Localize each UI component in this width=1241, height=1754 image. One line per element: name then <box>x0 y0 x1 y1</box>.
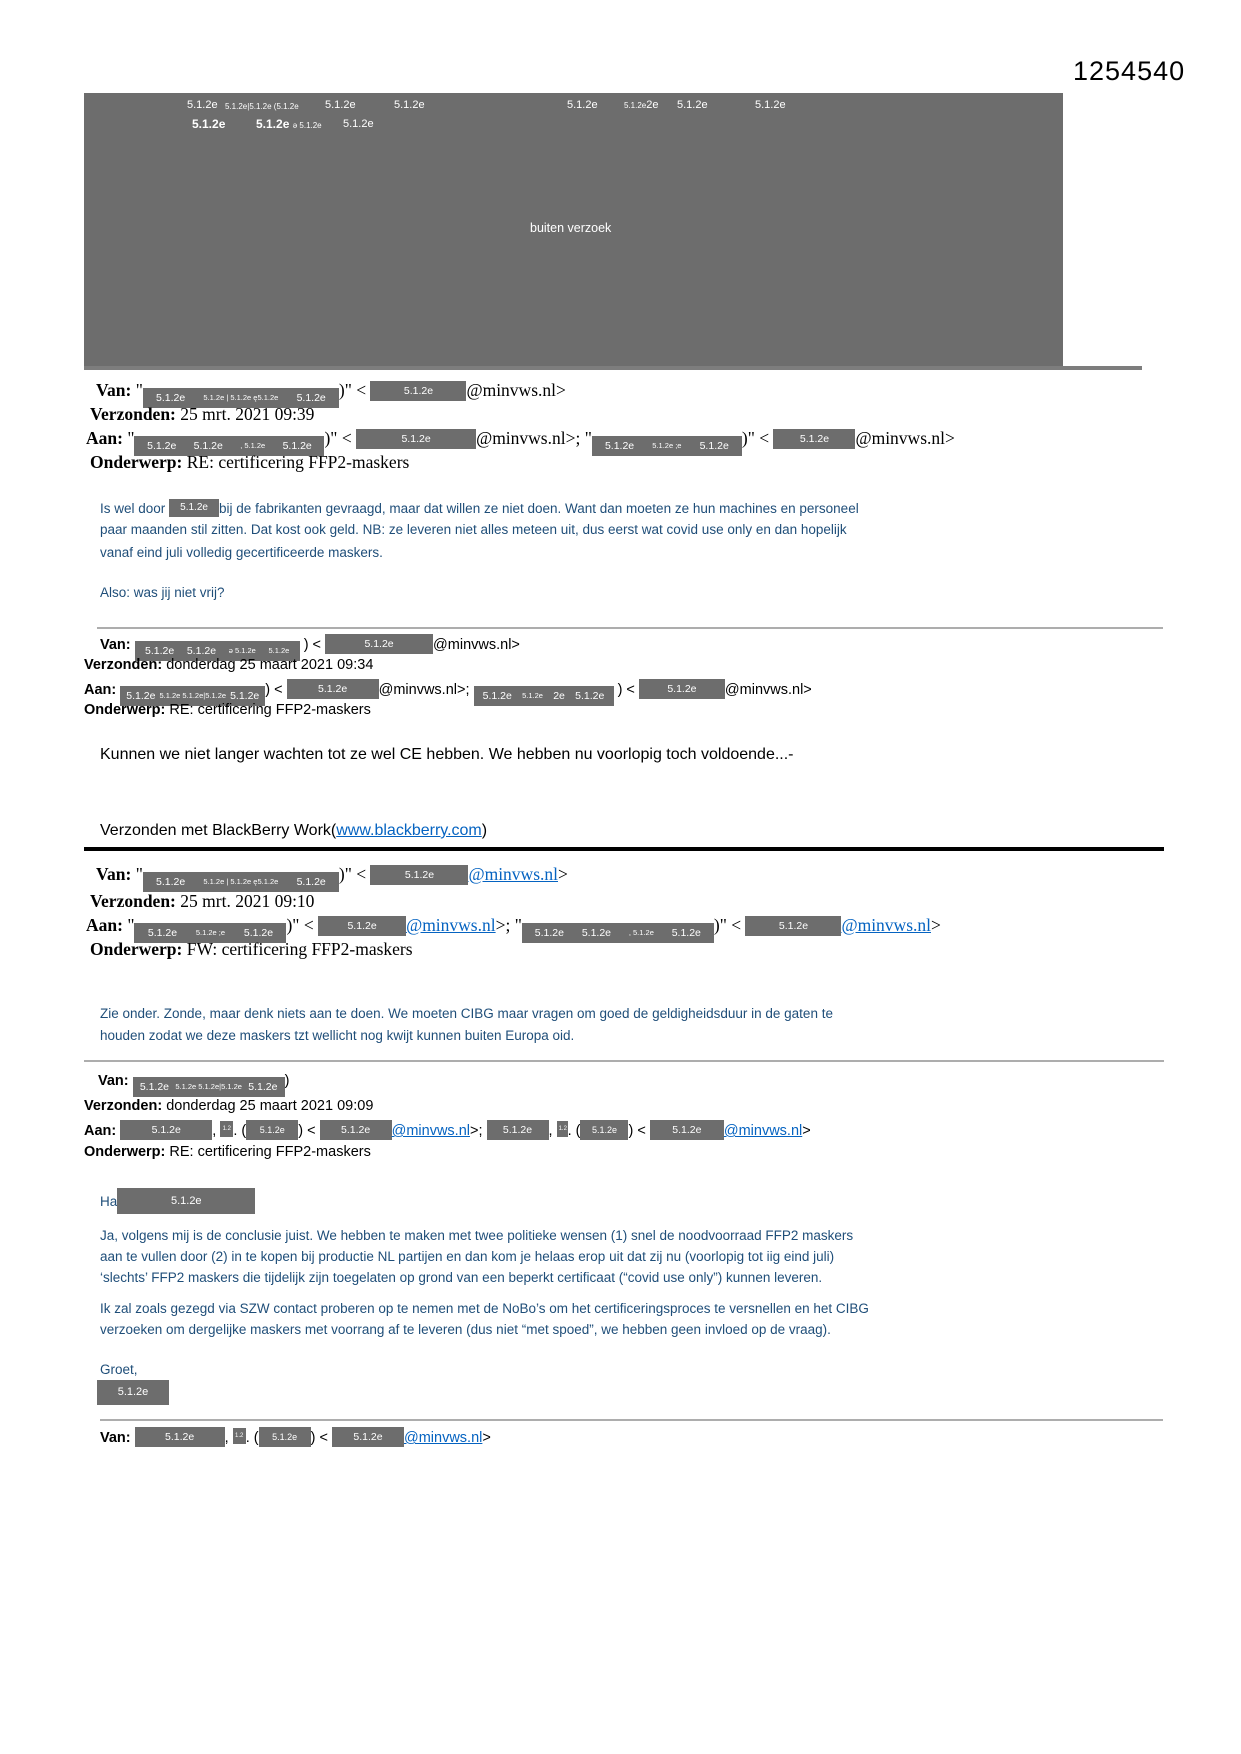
redaction-text: 5.1.2e <box>604 440 635 452</box>
section-divider <box>97 627 1163 629</box>
punctuation: ( <box>253 1430 259 1446</box>
punctuation: < <box>637 1123 646 1139</box>
punctuation: . <box>233 1123 238 1139</box>
redaction-label: 5.1.2e <box>343 118 374 130</box>
punctuation: " <box>584 428 592 448</box>
subject-text: RE: certificering FFP2-maskers <box>169 702 371 718</box>
redaction-text: 5.1.2e ;e <box>195 928 226 937</box>
redaction-text: 5.1.2e | 5.1.2e ę5.1.2e <box>203 393 279 402</box>
redaction-box: 5.1.2e <box>135 1427 225 1447</box>
redaction-label: 5.1.2e <box>187 99 218 111</box>
email4-verzonden-line <box>84 1098 373 1114</box>
redaction-text: 5.1.2e <box>186 645 217 657</box>
punctuation: ) < <box>265 682 283 698</box>
punctuation: ) <box>298 1123 304 1139</box>
redaction-label: 5.1.2e|5.1.2e (5.1.2e <box>225 102 299 111</box>
punctuation: ) <box>628 1123 634 1139</box>
punctuation: " <box>135 864 143 884</box>
punctuation: > <box>802 1123 811 1139</box>
redaction-text: 5.1.2e <box>282 440 312 452</box>
punctuation: ) <box>284 1073 290 1089</box>
redaction-box <box>143 872 339 892</box>
onderwerp-label: Onderwerp: <box>90 939 183 959</box>
section-divider <box>100 1419 1163 1421</box>
redaction-box: 5.1.2e <box>325 634 433 654</box>
onderwerp-label: Onderwerp: <box>84 702 166 718</box>
redaction-label: 2e <box>646 99 659 111</box>
redaction-box: 5.1.2e <box>117 1188 255 1214</box>
van-label: Van: <box>100 1430 131 1446</box>
aan-label: Aan: <box>86 428 123 448</box>
redaction-text: 5.1.2e <box>193 440 223 452</box>
redaction-label <box>624 99 659 111</box>
email1-body-question: Also: was jij niet vrij? <box>100 585 225 600</box>
redaction-text: 5.1.2e | 5.1.2e ę5.1.2e <box>203 877 279 886</box>
email4-closing: Groet, <box>100 1362 138 1377</box>
redaction-text: 5.1.2e <box>230 690 260 702</box>
verzonden-label: Verzonden: <box>90 404 176 424</box>
redaction-text: , 5.1.2e <box>628 928 654 937</box>
recipient-domain: @minvws.nl>; <box>476 428 581 448</box>
punctuation: )" < <box>324 428 352 448</box>
email4-greeting-line <box>100 1188 255 1214</box>
punctuation: ) <box>481 822 488 839</box>
redaction-text: 5.1.2e <box>147 440 177 452</box>
redaction-label: 5.1.2e <box>192 117 226 131</box>
redaction-label <box>256 117 322 131</box>
punctuation: " <box>127 428 135 448</box>
redaction-text: 5.1.2e <box>296 876 326 888</box>
banner-bottom-edge <box>84 366 1142 370</box>
van-label: Van: <box>98 1073 129 1089</box>
sender-domain: @minvws.nl> <box>433 637 520 653</box>
redaction-box: 5.1.2e <box>745 916 841 936</box>
sent-datetime: donderdag 25 maart 2021 09:34 <box>166 657 374 673</box>
aan-label: Aan: <box>84 682 117 698</box>
redaction-text: 2e <box>553 690 565 702</box>
blackberry-signature <box>100 822 487 840</box>
punctuation: ( <box>241 1123 247 1139</box>
redaction-box: 5.1.2e <box>287 679 379 699</box>
punctuation: " <box>135 380 143 400</box>
redaction-text: 5.1.2e <box>671 927 701 939</box>
redaction-text: 5.1.2e <box>155 392 186 404</box>
footer-van-line <box>100 1427 491 1447</box>
redaction-text: 5.1.2e <box>268 646 290 655</box>
punctuation: ) < <box>303 637 322 653</box>
email4-p1-line3: ‘slechts’ FFP2 maskers die tijdelijk zijn toegelaten op grond van een beperkt certificaat (“covid use only”) kunnen leveren. <box>100 1270 823 1285</box>
sender-email-link[interactable]: @minvws.nl <box>404 1430 483 1446</box>
redaction-label: 5.1.2e <box>677 99 708 111</box>
redaction-text: 5.1.2e <box>534 927 564 939</box>
redaction-label: 5.1.2e <box>567 99 598 111</box>
redaction-text: 5.1.2e <box>581 927 612 939</box>
redaction-text: 5.1.2e ;e <box>652 441 682 450</box>
aan-label: Aan: <box>86 915 123 935</box>
recipient-email-link[interactable]: @minvws.nl <box>841 915 931 935</box>
redaction-box: 5.1.2e <box>356 429 476 449</box>
redaction-text: 5.1.2e 5.1.2e|5.1.2e <box>159 691 227 700</box>
email3-body-line1: Zie onder. Zonde, maar denk niets aan te doen. We moeten CIBG maar vragen om goed de geldigheidsduur in de gaten te <box>100 1006 833 1021</box>
verzonden-label: Verzonden: <box>84 1098 163 1114</box>
punctuation: > <box>482 1430 491 1446</box>
redaction-label: 5.1.2e <box>394 99 425 111</box>
recipient-domain: @minvws.nl> <box>724 682 812 698</box>
email4-p1-line2: aan te vullen door (2) in te kopen bij productie NL partijen en dan kom je helaas erop uit dat zij nu (voorlopig tot iig eind juli) <box>100 1249 835 1264</box>
punctuation: )" < <box>338 380 367 400</box>
recipient-email-link[interactable]: @minvws.nl <box>406 915 496 935</box>
subject-text: RE: certificering FFP2-maskers <box>169 1144 371 1160</box>
punctuation: . <box>567 1123 572 1139</box>
van-label: Van: <box>96 864 132 884</box>
redaction-label: 5.1.2e <box>755 99 786 111</box>
redaction-box <box>474 686 614 706</box>
punctuation: , <box>212 1123 217 1139</box>
email2-body: Kunnen we niet langer wachten tot ze wel CE hebben. We hebben nu voorlopig toch voldoende...- <box>100 746 794 763</box>
verzonden-label: Verzonden: <box>84 657 163 673</box>
document-number: 1254540 <box>1073 56 1186 86</box>
punctuation: , <box>224 1430 229 1446</box>
sender-domain: @minvws.nl> <box>466 380 566 400</box>
van-label: Van: <box>96 380 132 400</box>
recipient-domain: @minvws.nl>; <box>378 682 470 698</box>
redaction-box: 1.2 <box>557 1121 568 1137</box>
redaction-box: 5.1.2e <box>246 1120 298 1140</box>
punctuation: < <box>307 1123 316 1139</box>
redaction-text: 5.1.2e <box>248 1081 278 1093</box>
punctuation: >; <box>469 1123 483 1139</box>
redaction-box: 1.2 <box>220 1121 233 1137</box>
punctuation: )" < <box>286 915 314 935</box>
email4-p2-line1: Ik zal zoals gezegd via SZW contact proberen op te nemen met de NoBo’s om het certificeringsproces te versnellen en het CIBG <box>100 1301 869 1316</box>
redaction-label: 5.1.2e <box>325 99 356 111</box>
redaction-text: 5.1.2e <box>522 691 543 700</box>
email4-aan-line <box>84 1120 811 1140</box>
punctuation: > <box>558 864 568 884</box>
onderwerp-label: Onderwerp: <box>84 1144 166 1160</box>
body-text: Is wel door <box>100 501 166 516</box>
email1-verzonden-line <box>90 404 314 425</box>
van-label: Van: <box>100 637 131 653</box>
email1-body-line3: vanaf eind juli volledig gecertificeerde maskers. <box>100 545 383 560</box>
email1-body-line2: paar maanden stil zitten. Dat kost ook geld. NB: ze leveren niet alles meteen uit, dus eerst wat covid use only en dan hopelijk <box>100 522 847 537</box>
email3-verzonden-line <box>90 891 314 912</box>
aan-label: Aan: <box>84 1123 117 1139</box>
redaction-text: 5.1.2e <box>699 440 729 452</box>
redaction-box: 1.2 <box>233 1428 246 1444</box>
redaction-box: 5.1.2e <box>120 1120 212 1140</box>
redaction-label: 5.1.2e <box>256 117 290 131</box>
email1-body-line1 <box>100 499 859 517</box>
redaction-box: 5.1.2e <box>169 499 219 517</box>
punctuation: > <box>931 915 941 935</box>
punctuation: < <box>319 1430 328 1446</box>
sender-email-link[interactable]: @minvws.nl <box>468 864 558 884</box>
email4-signature <box>97 1380 169 1410</box>
punctuation: . <box>245 1430 250 1446</box>
redaction-text: 5.1.2e <box>482 690 512 702</box>
redaction-text: 5.1.2e <box>144 645 175 657</box>
sent-datetime: 25 mrt. 2021 09:39 <box>180 404 315 424</box>
punctuation: ) <box>310 1430 316 1446</box>
blackberry-link[interactable]: www.blackberry.com <box>336 822 482 839</box>
thread-separator-rule <box>84 847 1164 851</box>
email2-onderwerp-line <box>84 702 371 718</box>
redaction-box: 5.1.2e <box>332 1427 404 1447</box>
punctuation: " <box>127 915 135 935</box>
punctuation: " <box>514 915 522 935</box>
redaction-text: 5.1.2e <box>155 876 186 888</box>
email4-van-line <box>98 1073 290 1097</box>
section-divider <box>84 1060 1164 1062</box>
redaction-box: 5.1.2e <box>97 1380 169 1405</box>
greeting-text: Ha <box>100 1194 118 1209</box>
punctuation: ( <box>575 1123 581 1139</box>
email3-onderwerp-line <box>90 939 413 960</box>
recipient-domain: @minvws.nl> <box>855 428 955 448</box>
sent-datetime: donderdag 25 maart 2021 09:09 <box>166 1098 374 1114</box>
redaction-box: 5.1.2e <box>318 916 406 936</box>
email2-verzonden-line <box>84 657 373 673</box>
sent-datetime: 25 mrt. 2021 09:10 <box>180 891 315 911</box>
redaction-text: 5.1.2e <box>147 927 178 939</box>
punctuation: )" < <box>713 915 742 935</box>
redaction-label: 5.1.2e <box>624 101 647 110</box>
redacted-banner <box>84 93 1063 366</box>
punctuation: , <box>548 1123 553 1139</box>
punctuation: )" < <box>741 428 770 448</box>
onderwerp-label: Onderwerp: <box>90 452 183 472</box>
redaction-box: 5.1.2e <box>639 679 725 699</box>
email4-onderwerp-line <box>84 1144 371 1160</box>
redaction-text: 5.1.2e <box>575 690 605 702</box>
redaction-text: ə 5.1.2e <box>228 646 256 655</box>
signature-text: Verzonden met BlackBerry Work( <box>100 822 337 839</box>
redaction-text: 5.1.2e <box>243 927 274 939</box>
subject-text: RE: certificering FFP2-maskers <box>186 452 410 472</box>
redaction-box: 5.1.2e <box>580 1120 628 1140</box>
email1-onderwerp-line <box>90 452 409 473</box>
body-text: bij de fabrikanten gevraagd, maar dat willen ze niet doen. Want dan moeten ze hun machines en personeel <box>219 501 859 516</box>
redaction-box: 5.1.2e <box>773 429 855 449</box>
redaction-text: 5.1.2e <box>296 392 326 404</box>
redaction-box: 5.1.2e <box>259 1427 311 1447</box>
recipient-email-link[interactable]: @minvws.nl <box>723 1123 803 1139</box>
recipient-email-link[interactable]: @minvws.nl <box>391 1123 470 1139</box>
redaction-box <box>522 923 714 943</box>
out-of-scope-caption: buiten verzoek <box>530 221 612 235</box>
email3-body-line2: houden zodat we deze maskers tzt wellicht nog kwijt kunnen buiten Europa oid. <box>100 1028 575 1043</box>
redaction-box: 5.1.2e <box>320 1120 392 1140</box>
redaction-box: 5.1.2e <box>487 1120 549 1140</box>
email4-p1-line1: Ja, volgens mij is de conclusie juist. We hebben te maken met twee politieke wensen (1) snel de noodvoorraad FFP2 maskers <box>100 1228 854 1243</box>
redaction-box: 5.1.2e <box>370 865 468 885</box>
redaction-box: 5.1.2e <box>370 381 466 401</box>
punctuation: ) < <box>617 682 635 698</box>
verzonden-label: Verzonden: <box>90 891 176 911</box>
email3-van-line <box>96 864 568 892</box>
redaction-text: 5.1.2e <box>126 690 156 702</box>
email4-p2-line2: verzoeken om dergelijke maskers met voorrang af te leveren (dus niet “met spoed”, we hebben geen invloed op de vraag). <box>100 1322 831 1337</box>
redaction-label: ə 5.1.2e <box>292 121 322 130</box>
redaction-text: 5.1.2e <box>139 1081 170 1093</box>
subject-text: FW: certificering FFP2-maskers <box>186 939 413 959</box>
punctuation: )" < <box>338 864 367 884</box>
redaction-text: , 5.1.2e <box>240 441 266 450</box>
redaction-text: 5.1.2e 5.1.2e|5.1.2e <box>175 1082 242 1091</box>
redaction-box <box>592 436 742 456</box>
punctuation: >; <box>495 915 511 935</box>
redaction-box <box>133 1077 285 1097</box>
redaction-box: 5.1.2e <box>650 1120 724 1140</box>
